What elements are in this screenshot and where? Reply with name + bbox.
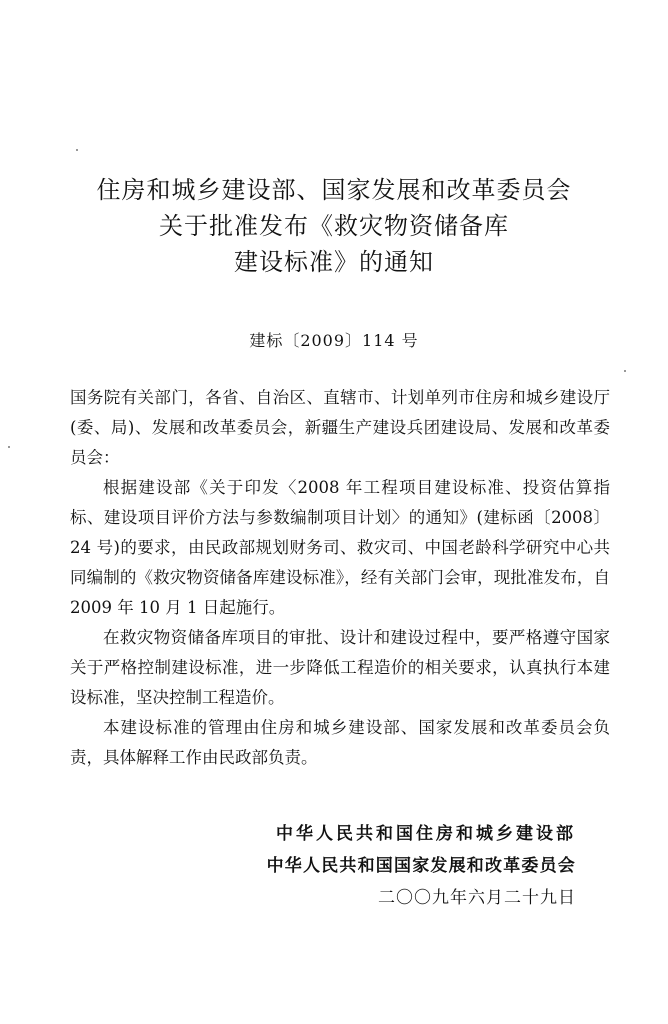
scan-speck (76, 149, 78, 151)
body-paragraph-1: 根据建设部《关于印发〈2008 年工程项目建设标准、投资估算指标、建设项目评价方法与参数编制项目计划〉的通知》(建标函〔2008〕24 号)的要求，由民政部规划财务司、救灾司、中国老龄科学研究中心共同编制的《救灾物资储备库建设标准》，经有关部门会审，现批准发布，自 2009 年 10 月 1 日起施行。 (70, 478, 610, 617)
body-paragraph-2: 在救灾物资储备库项目的审批、设计和建设过程中，要严格遵守国家关于严格控制建设标准，进一步降低工程造价的相关要求，认真执行本建设标准，坚决控制工程造价。 (70, 628, 610, 707)
title-line-1: 住房和城乡建设部、国家发展和改革委员会 (96, 176, 572, 204)
salutation-paragraph: 国务院有关部门，各省、自治区、直辖市、计划单列市住房和城乡建设厅(委、局)、发展和改革委员会，新疆生产建设兵团建设局、发展和改革委员会： (70, 388, 610, 467)
scan-speck (8, 446, 10, 448)
document-number: 建标〔2009〕114 号 (249, 331, 419, 350)
document-title (0, 172, 668, 280)
document-body (70, 383, 610, 773)
signature-block (267, 818, 576, 914)
body-paragraph-3: 本建设标准的管理由住房和城乡建设部、国家发展和改革委员会负责，具体解释工作由民政部负责。 (70, 718, 610, 767)
signature-org-1: 中华人民共和国住房和城乡建设部 (276, 824, 576, 844)
title-line-2: 关于批准发布《救灾物资储备库 (159, 212, 509, 240)
title-line-3: 建设标准》的通知 (234, 248, 434, 276)
scan-speck (624, 370, 626, 372)
signature-org-2: 中华人民共和国国家发展和改革委员会 (266, 856, 576, 876)
signature-date: 二〇〇九年六月二十九日 (378, 888, 576, 908)
